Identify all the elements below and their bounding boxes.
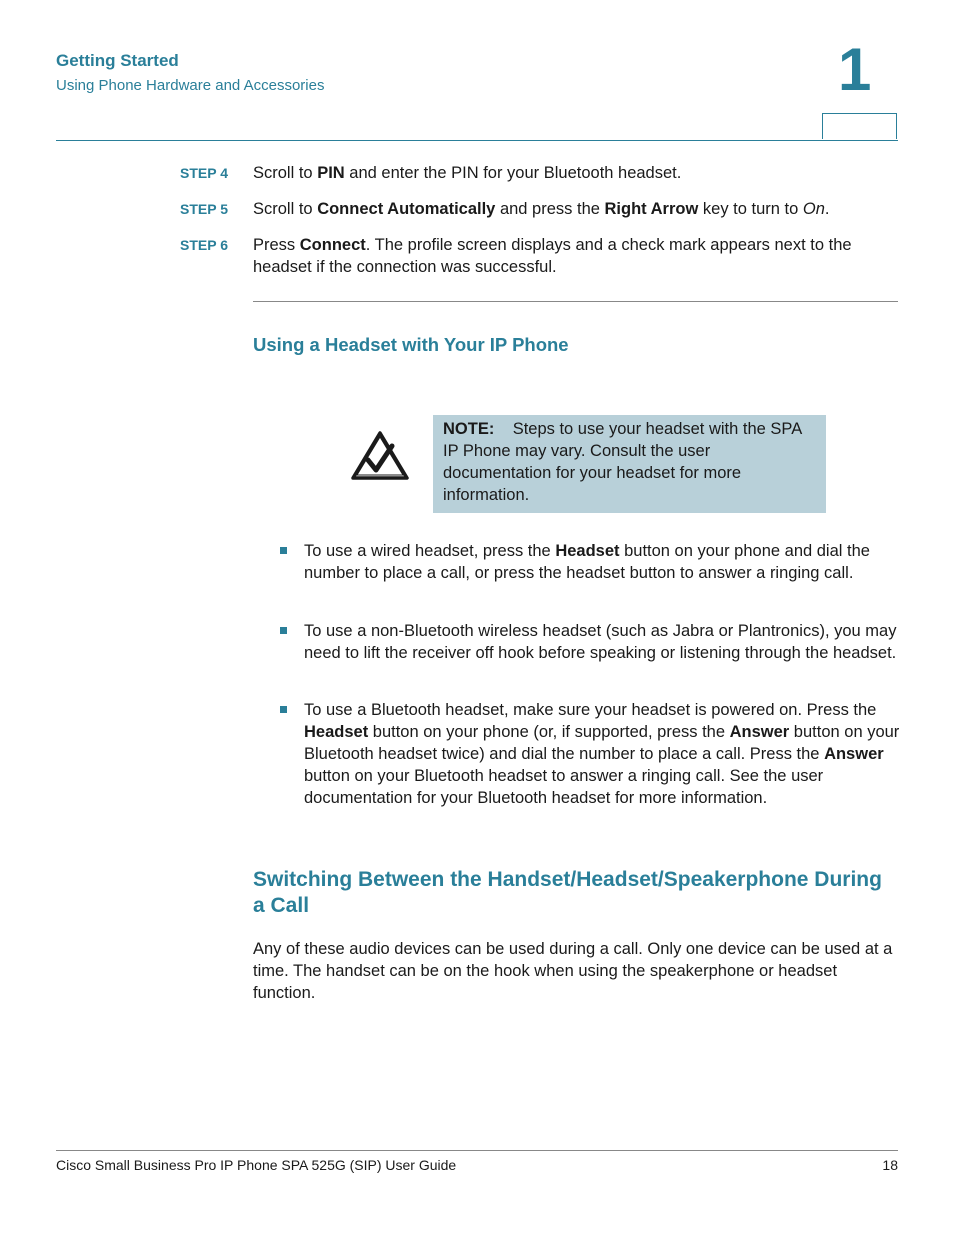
major-heading: Switching Between the Handset/Headset/Speakerphone During a Call <box>253 868 882 917</box>
note-body: Steps to use your headset with the SPA IP Phone may vary. Consult the user documentation for your headset for more information. <box>443 420 802 504</box>
note-label: NOTE: <box>443 420 495 438</box>
footer-divider <box>56 1150 898 1151</box>
header-divider <box>56 140 898 141</box>
chapter-subtitle: Using Phone Hardware and Accessories <box>56 77 325 94</box>
list-item: To use a non-Bluetooth wireless headset (such as Jabra or Plantronics), you may need to lift the receiver off hook before speaking or listening through the headset. <box>304 622 897 662</box>
bullet-marker <box>280 627 287 634</box>
section-heading: Using a Headset with Your IP Phone <box>253 334 569 355</box>
chapter-tab-decoration <box>822 113 897 139</box>
footer-title: Cisco Small Business Pro IP Phone SPA 525G (SIP) User Guide <box>56 1157 457 1173</box>
list-item: To use a wired headset, press the Headset button on your phone and dial the number to place a call, or press the headset button to answer a ringing call. <box>304 542 870 582</box>
chapter-number: 1 <box>838 36 872 103</box>
step-6-label: STEP 6 <box>180 237 228 253</box>
checkmark-triangle-icon <box>350 430 410 482</box>
list-item: To use a Bluetooth headset, make sure your headset is powered on. Press the Headset button on your phone (or, if supported, press the Answer button on your Bluetooth headset twice) and dial the number to place a call. Press the Answer button on your Bluetooth headset to answer a ringing call. See the user documentation for your Bluetooth headset for more information. <box>304 701 900 807</box>
step-4-label: STEP 4 <box>180 165 228 181</box>
page-number: 18 <box>882 1157 898 1173</box>
step-5-label: STEP 5 <box>180 201 228 217</box>
note-text <box>443 418 821 506</box>
section-divider <box>253 301 898 302</box>
bullet-marker <box>280 706 287 713</box>
bullet-marker <box>280 547 287 554</box>
step-4-text: Scroll to PIN and enter the PIN for your Bluetooth headset. <box>253 164 682 182</box>
chapter-title: Getting Started <box>56 51 179 70</box>
step-6-text: Press Connect. The profile screen displays and a check mark appears next to the headset if the connection was successful. <box>253 236 852 276</box>
step-5-text: Scroll to Connect Automatically and press the Right Arrow key to turn to On. <box>253 200 830 218</box>
body-paragraph: Any of these audio devices can be used during a call. Only one device can be used at a time. The handset can be on the hook when using the speakerphone or headset function. <box>253 940 893 1002</box>
